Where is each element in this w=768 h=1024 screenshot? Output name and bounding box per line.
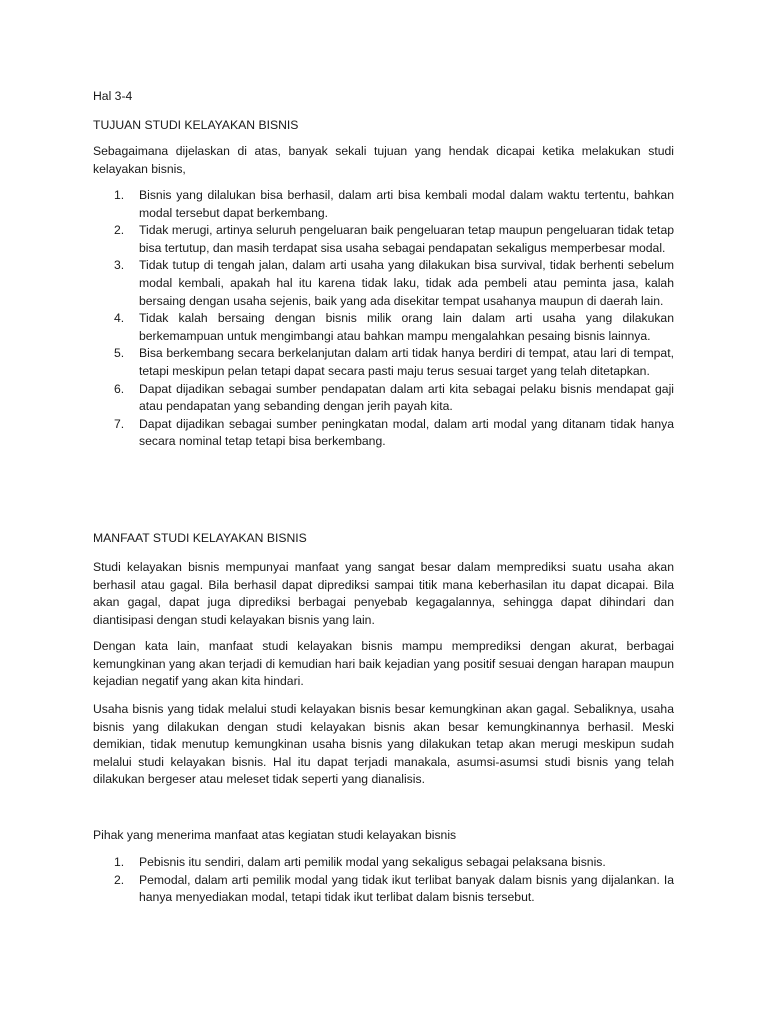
list-item [93,381,674,416]
list-text: Tidak merugi, artinya seluruh pengeluaran baik pengeluaran tetap maupun pengeluaran tidak tetap bisa tertutup, dan masih terdapat sisa usaha sebagai pendapatan sekaligus memperbesar modal. [139,223,674,255]
list-text: Tidak kalah bersaing dengan bisnis milik orang lain dalam arti usaha yang dilakukan berkemampuan untuk mengimbangi atau bahkan mampu mengalahkan pesaing bisnis lainnya. [139,311,674,343]
list-item [93,257,674,310]
list-text: Tidak tutup di tengah jalan, dalam arti usaha yang dilakukan bisa survival, tidak berhenti sebelum modal kembali, apakah hal itu karena tidak laku, tidak ada pembeli atau peminta jasa, kalah bersaing dengan usaha sejenis, baik yang ada disekitar tempat usahanya maupun di daerah lain. [139,258,674,308]
list-text: Bisa berkembang secara berkelanjutan dalam arti tidak hanya berdiri di tempat, atau lari di tempat, tetapi meskipun pelan tetapi dapat secara pasti maju terus sesuai target yang telah ditetapkan. [139,346,674,378]
page-reference: Hal 3-4 [93,89,133,103]
paragraph-tujuan-intro: Sebagaimana dijelaskan di atas, banyak sekali tujuan yang hendak dicapai ketika melakukan studi kelayakan bisnis, [93,144,674,176]
heading-pihak: Pihak yang menerima manfaat atas kegiatan studi kelayakan bisnis [93,828,457,842]
list-number: 4. [114,311,125,326]
paragraph-manfaat-2: Dengan kata lain, manfaat studi kelayakan bisnis mampu memprediksi dengan akurat, berbagai kemungkinan yang akan terjadi di kemudian hari baik kejadian yang positif sesuai dengan harapan maupun kejadian negatif yang akan kita hindari. [93,639,674,689]
list-number: 2. [114,223,125,238]
list-text: Dapat dijadikan sebagai sumber peningkatan modal, dalam arti modal yang ditanam tidak hanya secara nominal tetap tetapi bisa berkembang. [139,416,674,449]
list-item [93,872,674,907]
list-number: 3. [114,258,125,273]
list-pihak [93,854,674,907]
list-number: 1. [114,855,125,869]
list-number: 6. [114,381,125,396]
paragraph-manfaat-1: Studi kelayakan bisnis mempunyai manfaat yang sangat besar dalam memprediksi suatu usaha akan berhasil atau gagal. Bila berhasil dapat diprediksi sampai titik mana keberhasilan itu dapat dicapai. Bila akan gagal, dapat juga diprediksi berbagai penyebab kegagalannya, sehingga dapat dihindari dan diantisipasi dengan studi kelayakan bisnis yang lain. [93,560,674,627]
list-item [93,345,674,380]
list-item [93,854,674,872]
list-item [93,187,674,222]
list-text: Dapat dijadikan sebagai sumber pendapatan dalam arti kita sebagai pelaku bisnis mendapat gaji atau pendapatan yang sebanding dengan jerih payah kita. [139,381,674,414]
list-number: 7. [114,416,125,431]
list-number: 2. [114,872,125,887]
list-number: 5. [114,346,125,361]
list-text: Bisnis yang dilalukan bisa berhasil, dalam arti bisa kembali modal dalam waktu tertentu, bahkan modal tersebut dapat berkembang. [139,188,674,220]
list-text: Pemodal, dalam arti pemilik modal yang tidak ikut terlibat banyak dalam bisnis yang dijalankan. Ia hanya menyediakan modal, tetapi tidak ikut terlibat dalam bisnis tersebut. [139,872,674,905]
paragraph-manfaat-3: Usaha bisnis yang tidak melalui studi kelayakan bisnis besar kemungkinan akan gagal. Sebaliknya, usaha bisnis yang dilakukan dengan studi kelayakan bisnis akan besar kemungkinannya berhasil. Meski demikian, tidak menutup kemungkinan usaha bisnis yang dilakukan tetap akan merugi meskipun sudah melalui studi kelayakan bisnis. Hal itu dapat terjadi manakala, asumsi-asumsi studi bisnis yang telah dilakukan bergeser atau meleset tidak seperti yang dianalisis. [93,702,674,787]
list-text: Pebisnis itu sendiri, dalam arti pemilik modal yang sekaligus sebagai pelaksana bisnis. [139,855,606,869]
list-item [93,310,674,345]
list-item [93,222,674,257]
heading-manfaat: MANFAAT STUDI KELAYAKAN BISNIS [93,531,307,545]
list-number: 1. [114,188,125,202]
list-item [93,416,674,451]
heading-tujuan: TUJUAN STUDI KELAYAKAN BISNIS [93,118,299,132]
list-tujuan [93,187,674,451]
